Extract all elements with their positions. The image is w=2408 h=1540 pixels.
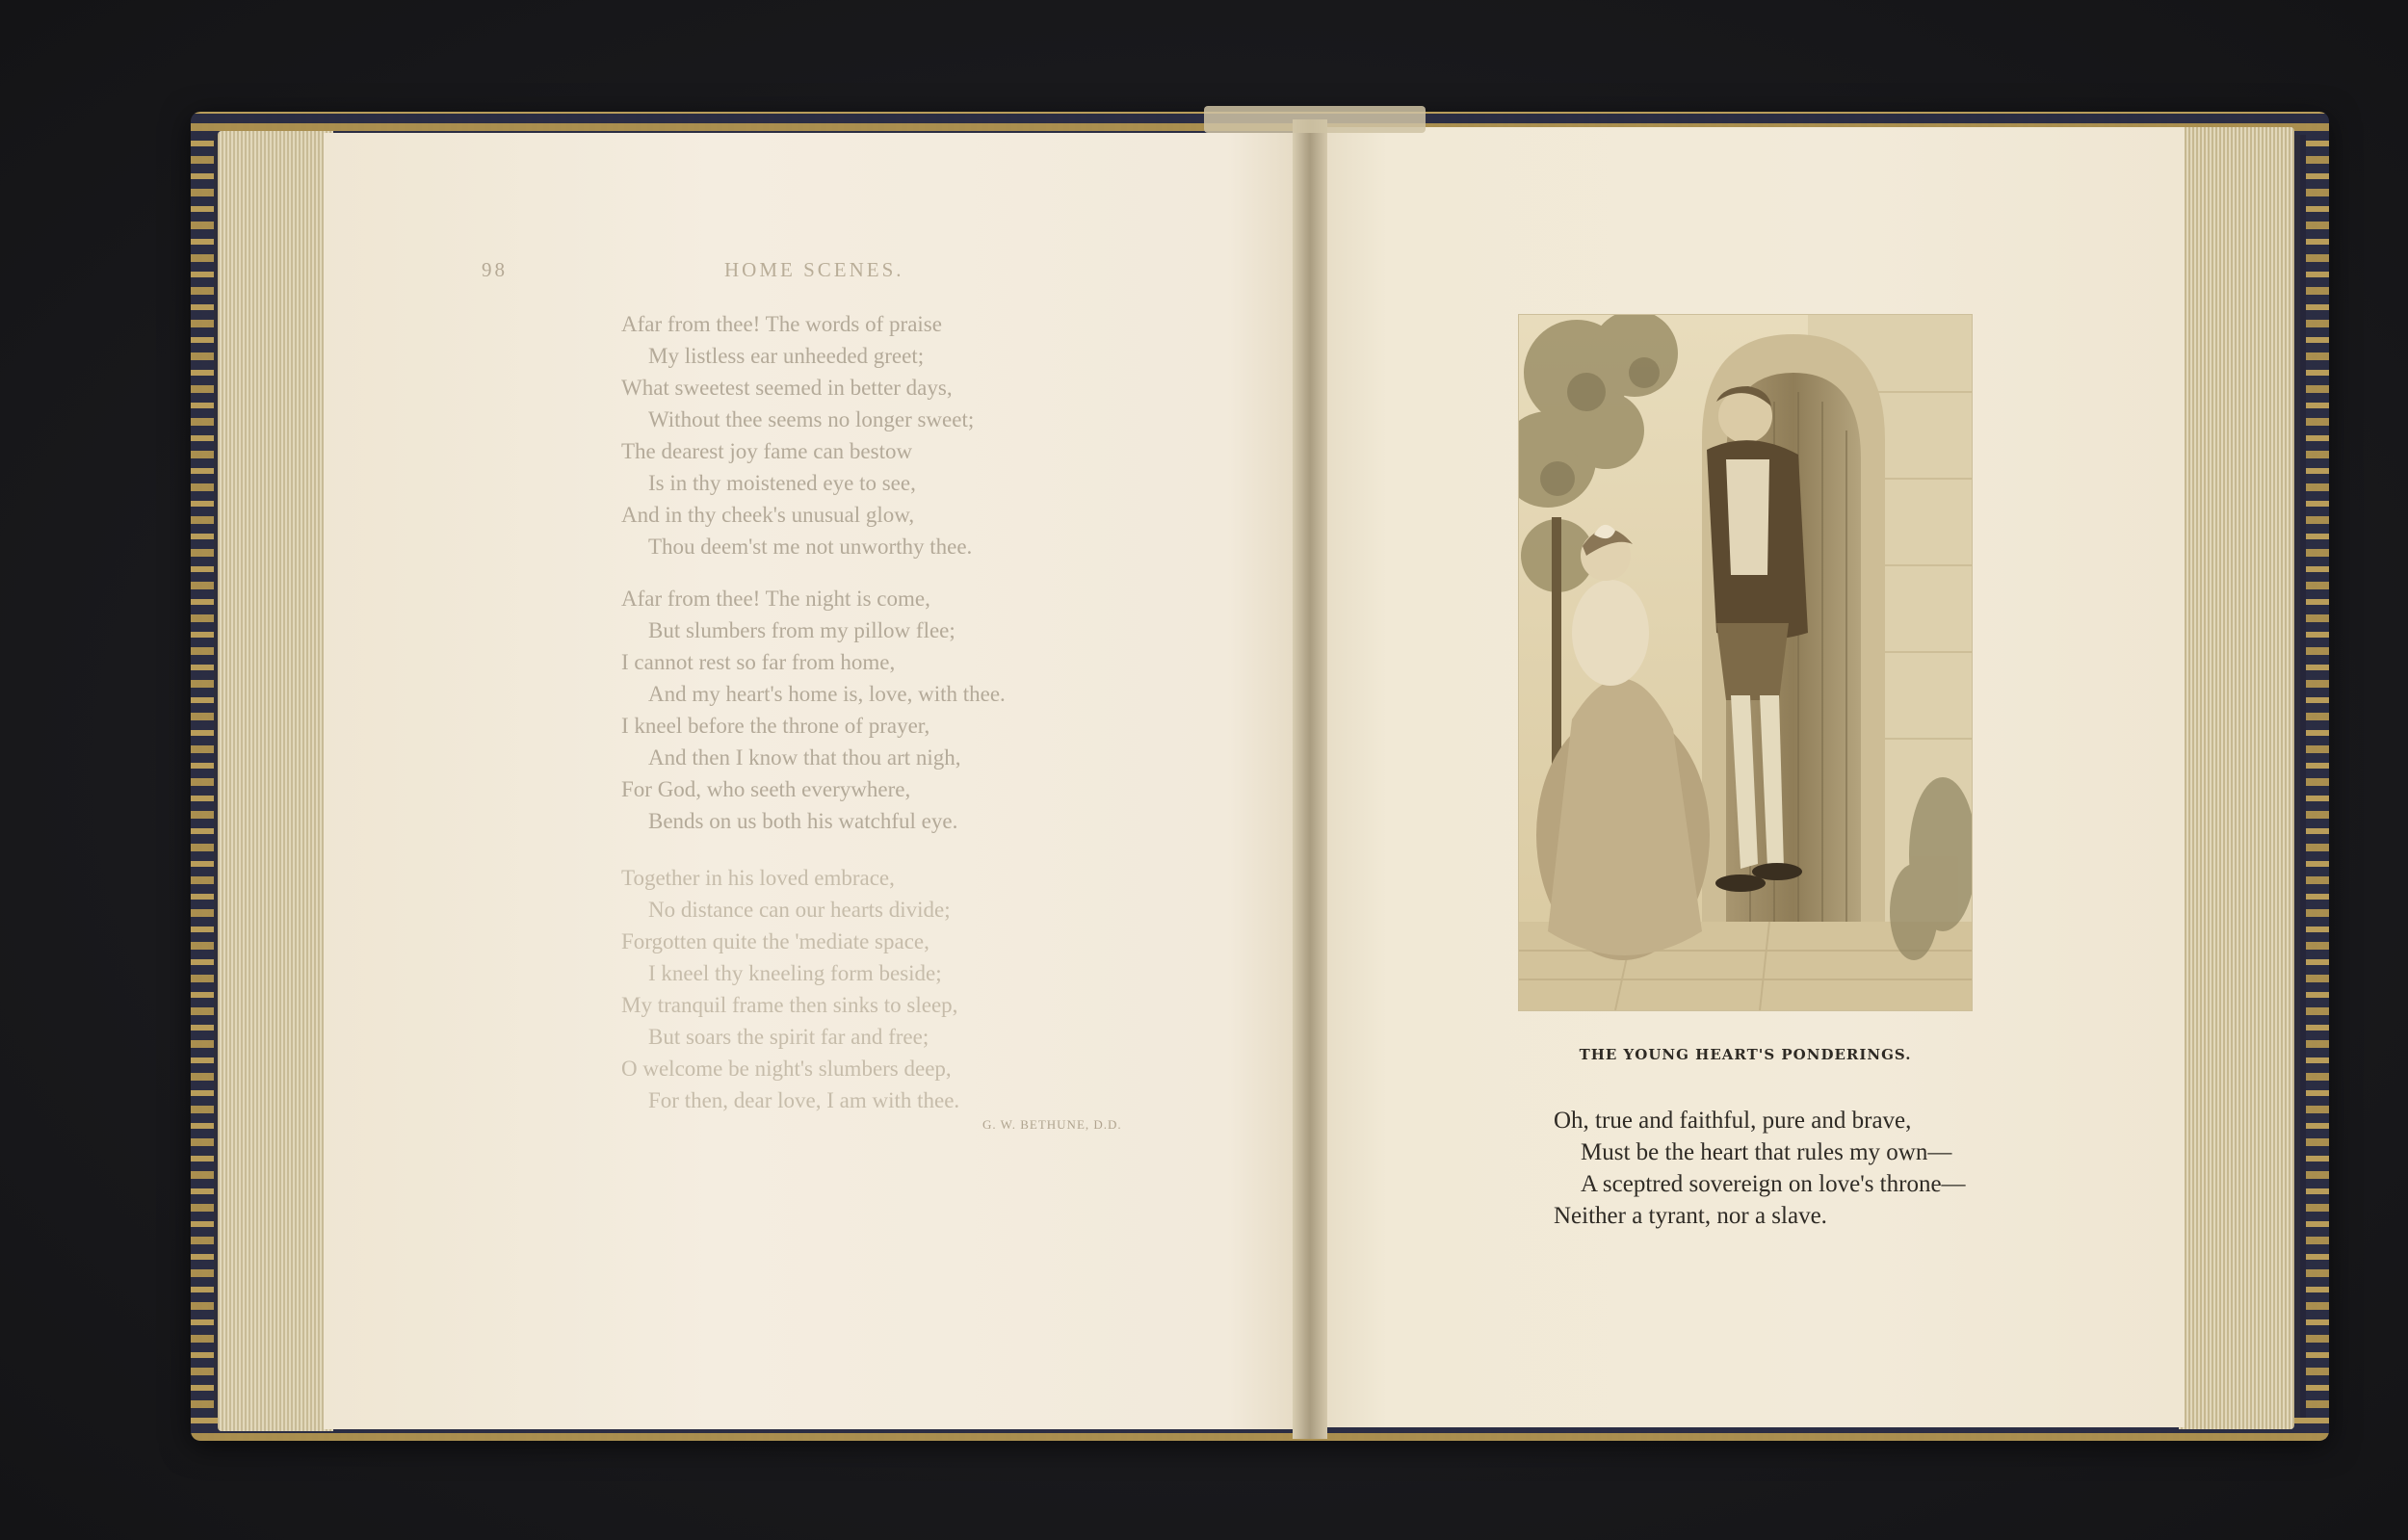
stanza-1 [621,308,974,562]
book-gutter [1293,119,1327,1439]
poem-line: My tranquil frame then sinks to sleep, [621,993,958,1017]
poem-line: No distance can our hearts divide; [648,898,951,922]
photograph-caption: THE YOUNG HEART'S PONDERINGS. [1579,1046,1912,1063]
mounted-photograph [1519,315,1972,1010]
poem-line: I cannot rest so far from home, [621,650,896,674]
poem-line: I kneel thy kneeling form beside; [648,961,942,985]
poem-line: And then I know that thou art nigh, [648,745,961,770]
poem-line: But slumbers from my pillow flee; [648,618,955,642]
poem-line: Afar from thee! The night is come, [621,587,930,611]
poem-line: And in thy cheek's unusual glow, [621,503,915,527]
poem-line: Together in his loved embrace, [621,866,895,890]
stanza-2 [621,583,1006,837]
photograph-image [1519,315,1972,1010]
spine-tear [1204,106,1426,133]
stanza-3 [621,862,959,1116]
verse [1554,1105,1966,1232]
poem-line: My listless ear unheeded greet; [648,344,925,368]
poem-line: I kneel before the throne of prayer, [621,714,930,738]
verse-line: A sceptred sovereign on love's throne— [1581,1171,1966,1197]
running-title: HOME SCENES. [724,258,904,281]
poem-line: Afar from thee! The words of praise [621,312,942,336]
poem-line: What sweetest seemed in better days, [621,376,953,400]
verse-line: Neither a tyrant, nor a slave. [1554,1203,1827,1229]
poem-attribution: G. W. BETHUNE, D.D. [982,1117,1122,1132]
poem-line: Forgotten quite the 'mediate space, [621,929,929,953]
poem-line: For then, dear love, I am with thee. [648,1088,960,1112]
page-number: 98 [482,258,508,281]
page-edges-left [218,131,333,1431]
poem-line: But soars the spirit far and free; [648,1025,929,1049]
poem-line: Without thee seems no longer sweet; [648,407,975,431]
poem-line: And my heart's home is, love, with thee. [648,682,1006,706]
verse-line: Oh, true and faithful, pure and brave, [1554,1108,1912,1134]
page-edges-right [2179,127,2294,1429]
poem-line: O welcome be night's slumbers deep, [621,1057,952,1081]
poem-line: Is in thy moistened eye to see, [648,471,916,495]
poem-line: The dearest joy fame can bestow [621,439,913,463]
poem-line: For God, who seeth everywhere, [621,777,911,801]
poem-line: Thou deem'st me not unworthy thee. [648,535,973,559]
verse-line: Must be the heart that rules my own— [1581,1139,1952,1165]
poem-line: Bends on us both his watchful eye. [648,809,958,833]
